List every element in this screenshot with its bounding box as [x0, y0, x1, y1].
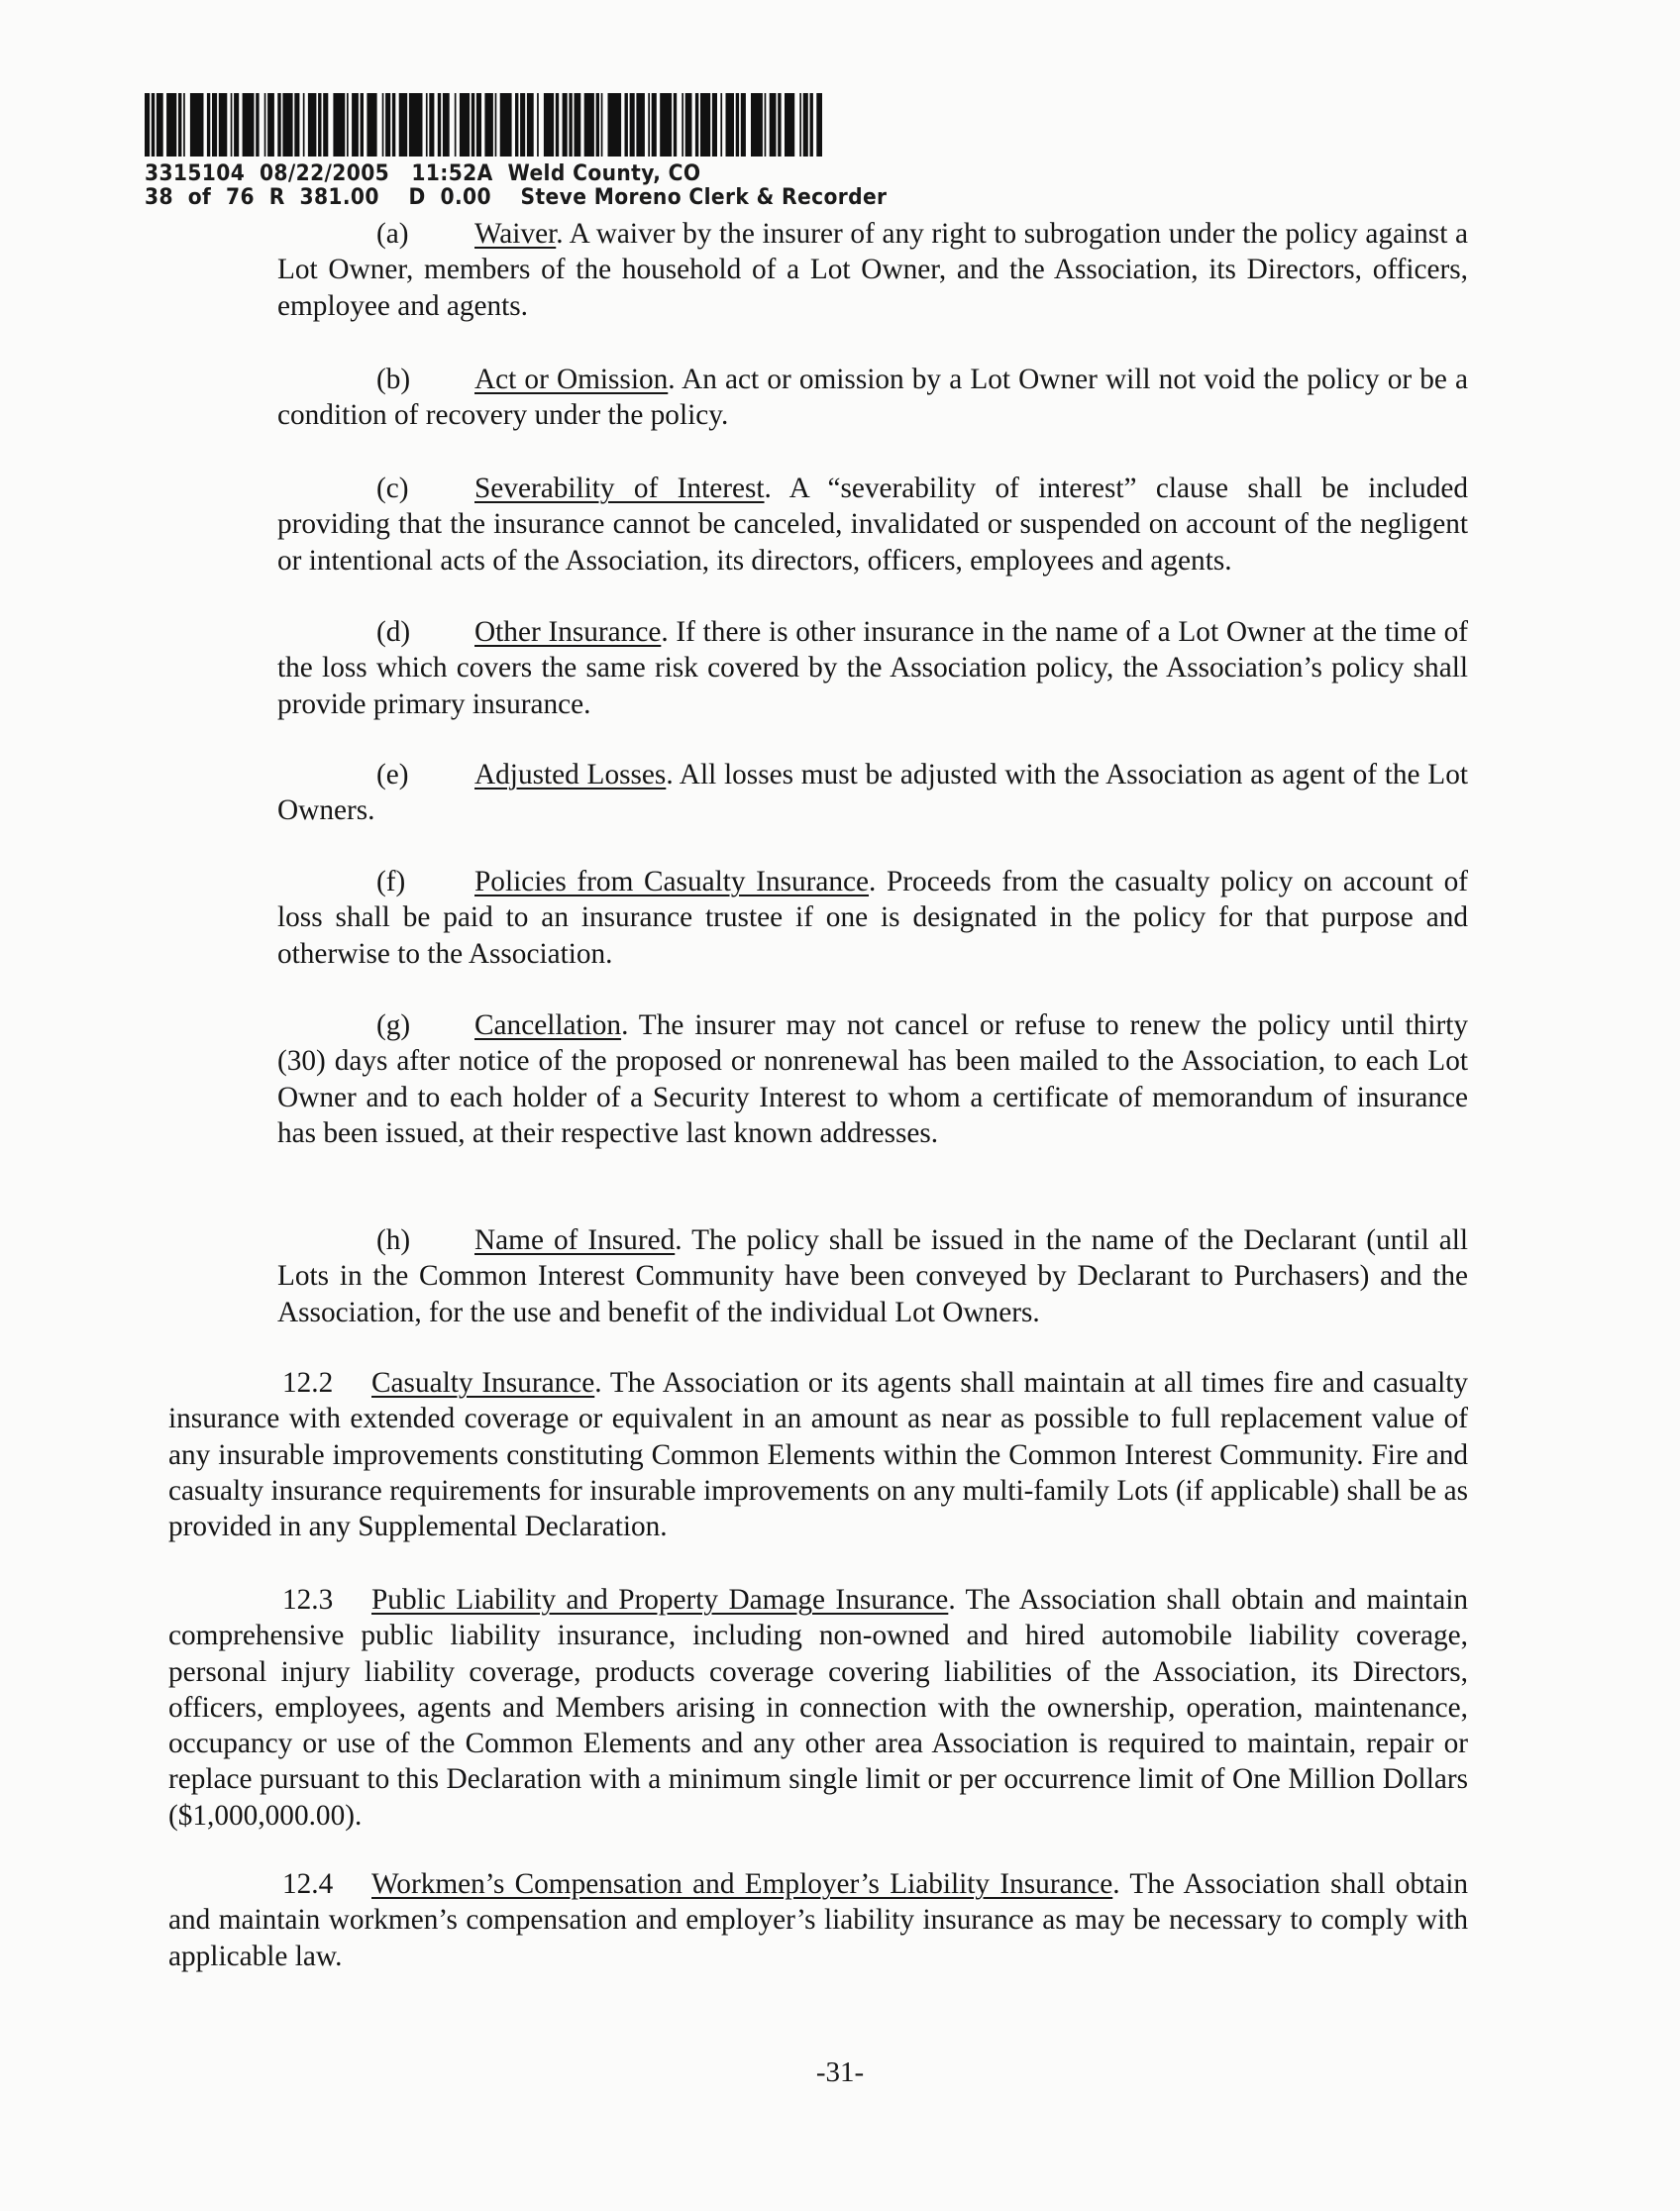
barcode-bar: [803, 93, 808, 157]
barcode-bar: [460, 93, 470, 157]
barcode-bar: [695, 93, 698, 157]
barcode-bar: [382, 93, 384, 157]
page-number: -31-: [815, 2056, 865, 2088]
recording-info-line-2: 38 of 76 R 381.00 D 0.00 Steve Moreno Clerk & Recorder: [145, 185, 888, 210]
barcode-bar: [527, 93, 534, 157]
barcode-bar: [726, 93, 735, 157]
recording-barcode: [145, 93, 822, 157]
barcode-bar: [385, 93, 390, 157]
paragraph-h: (h) Name of Insured. The policy shall be issued in the name of the Declarant (until all Lots in the Common Interest Community have been conveyed by Declarant to Purchasers) and the Association, for the use and benefit of the individual Lot Owners.: [277, 1224, 1468, 1328]
barcode-bar: [636, 93, 645, 157]
barcode-bar: [264, 93, 266, 157]
barcode-bar: [392, 93, 395, 157]
paragraph-heading: Severability of Interest: [474, 473, 765, 504]
section-12-4: 12.4 Workmen’s Compensation and Employer’s Liability Insurance. The Association shall obtain and maintain workmen’s compensation and employer’s liability insurance as may be necessary to comply with applicable law.: [168, 1868, 1469, 1972]
barcode-bar: [712, 93, 717, 157]
section-number: 12.2: [282, 1367, 334, 1399]
paragraph-f: (f) Policies from Casualty Insurance. Proceeds from the casualty policy on account of loss shall be paid to an insurance trustee if one is designated in the policy for that purpose and otherwise to the Association.: [277, 866, 1468, 970]
paragraph-b: (b) Act or Omission. An act or omission by a Lot Owner will not void the policy or be a condition of recovery under the policy.: [277, 364, 1468, 432]
barcode-bar: [575, 93, 581, 157]
paragraph-heading: Waiver: [474, 218, 557, 250]
barcode-bar: [207, 93, 210, 157]
barcode-bar: [234, 93, 239, 157]
barcode-bar: [625, 93, 628, 157]
barcode-bar: [544, 93, 554, 157]
barcode-bar: [219, 93, 228, 157]
barcode-bar: [569, 93, 572, 157]
section-heading: Casualty Insurance: [371, 1367, 595, 1399]
barcode-bar: [178, 93, 181, 157]
paragraph-text: A waiver by the insurer of any right to subrogation under the policy against a Lot Owner, members of the household of a Lot Owner, and the Association, its Directors, officers, employee and agents.: [277, 218, 1468, 322]
section-text: The Association shall obtain and maintain comprehensive public liability insurance, including non-owned and hired automobile liability coverage, personal injury liability coverage, products coverage covering liabilities of the Association, its Directors, officers, employees, agents and Members arising in connection with the ownership, operation, maintenance, occupancy or use of the Common Elements and any other area Association is required to maintain, repair or replace pursuant to this Declaration with a minimum single limit or per occurrence limit of One Million Dollars ($1,000,000.00).: [168, 1584, 1468, 1832]
barcode-bar: [630, 93, 635, 157]
barcode-bar: [601, 93, 603, 157]
barcode-bar: [720, 93, 722, 157]
paragraph-e: (e) Adjusted Losses. All losses must be adjusted with the Association as agent of the Lot Owners.: [277, 759, 1468, 827]
section-text: The Association or its agents shall maintain at all times fire and casualty insurance with extended coverage or equivalent in an amount as near as possible to full replacement value of any insurable improvements constituting Common Elements within the Common Interest Community. Fire and casualty insurance requirements for insurable improvements on any multi-family Lots (if applicable) shall be as provided in any Supplemental Declaration.: [168, 1367, 1469, 1543]
barcode-bar: [352, 93, 359, 157]
barcode-bar: [741, 93, 746, 157]
section-number: 12.4: [282, 1868, 334, 1900]
paragraph-d: (d) Other Insurance. If there is other insurance in the name of a Lot Owner at the time of the loss which covers the same risk covered by the Association policy, the Association’s policy shall provide primary insurance.: [277, 616, 1468, 720]
barcode-bar: [537, 93, 539, 157]
barcode-bar: [736, 93, 739, 157]
barcode-bar: [308, 93, 317, 157]
barcode-bar: [267, 93, 274, 157]
barcode-bar: [367, 93, 376, 157]
barcode-bar: [409, 93, 423, 157]
barcode-bar: [212, 93, 217, 157]
paragraph-label: (b): [376, 364, 411, 395]
paragraph-text: An act or omission by a Lot Owner will not void the policy or be a condition of recovery under the policy.: [277, 364, 1468, 432]
barcode-bar: [770, 93, 777, 157]
section-text: The Association shall obtain and maintain workmen’s compensation and employer’s liability insurance as may be necessary to comply with applicable law.: [168, 1868, 1469, 1972]
paragraph-text: The policy shall be issued in the name of the Declarant (until all Lots in the Common Interest Community have been conveyed by Declarant to Purchasers) and the Association, for the use and benefit of the individual Lot Owners.: [277, 1224, 1468, 1328]
barcode-bar: [256, 93, 259, 157]
paragraph-g: (g) Cancellation. The insurer may not cancel or refuse to renew the policy until thirty (30) days after notice of the proposed or nonrenewal has been mailed to the Association, to each Lot Owner and to each holder of a Security Interest to whom a certificate of memorandum of insurance has been issued, at their respective last known addresses.: [277, 1009, 1468, 1149]
paragraph-label: (d): [376, 616, 411, 648]
section-heading: Public Liability and Property Damage Insurance: [371, 1584, 949, 1616]
paragraph-heading: Policies from Casualty Insurance: [474, 866, 870, 897]
paragraph-label: (a): [376, 218, 409, 250]
barcode-bar: [500, 93, 512, 157]
paragraph-text: All losses must be adjusted with the Association as agent of the Lot Owners.: [277, 759, 1468, 827]
barcode-bar: [333, 93, 345, 157]
paragraph-heading: Cancellation: [474, 1009, 622, 1041]
barcode-bar: [778, 93, 781, 157]
paragraph-text: The insurer may not cancel or refuse to renew the policy until thirty (30) days after notice of the proposed or nonrenewal has been mailed to the Association, to each Lot Owner and to each holder of a Security Interest to whom a certificate of memorandum of insurance has been issued, at their respective last known addresses.: [277, 1009, 1468, 1149]
barcode-bar: [476, 93, 481, 157]
barcode-bar: [648, 93, 650, 157]
paragraph-text: If there is other insurance in the name of a Lot Owner at the time of the loss which covers the same risk covered by the Association policy, the Association’s policy shall provide primary insurance.: [277, 616, 1468, 720]
barcode-bar: [685, 93, 692, 157]
barcode-bar: [190, 93, 204, 157]
paragraph-label: (g): [376, 1009, 411, 1041]
barcode-bar: [816, 93, 822, 157]
barcode-bar: [484, 93, 493, 157]
barcode-bar: [277, 93, 280, 157]
barcode-bar: [455, 93, 457, 157]
barcode-bar: [282, 93, 292, 157]
barcode-bar: [231, 93, 233, 157]
barcode-bar: [294, 93, 299, 157]
barcode-bar: [810, 93, 813, 157]
section-12-3: 12.3 Public Liability and Property Damage Insurance. The Association shall obtain and maintain comprehensive public liability insurance, including non-owned and hired automobile liability coverage, personal injury liability coverage, products coverage covering liabilities of the Association, its Directors, officers, employees, agents and Members arising in connection with the ownership, operation, maintenance, occupancy or use of the Common Elements and any other area Association is required to maintain, repair or replace pursuant to this Declaration with a minimum single limit or per occurrence limit of One Million Dollars ($1,000,000.00).: [168, 1584, 1468, 1832]
barcode-bar: [495, 93, 497, 157]
barcode-bar: [318, 93, 321, 157]
barcode-bar: [765, 93, 767, 157]
barcode-bar: [556, 93, 559, 157]
barcode-bar: [323, 93, 328, 157]
barcode-bar: [426, 93, 428, 157]
barcode-bar: [145, 93, 150, 157]
barcode-bar: [751, 93, 763, 157]
barcode-bar: [438, 93, 441, 157]
barcode-bar: [166, 93, 176, 157]
barcode-bar: [652, 93, 657, 157]
barcode-bar: [347, 93, 349, 157]
paragraph-heading: Act or Omission: [474, 364, 669, 395]
barcode-bar: [700, 93, 710, 157]
paragraph-text: Proceeds from the casualty policy on account of loss shall be paid to an insurance trustee if one is designated in the policy for that purpose and otherwise to the Association.: [277, 866, 1468, 970]
barcode-bar: [660, 93, 672, 157]
paragraph-heading: Adjusted Losses: [474, 759, 667, 790]
section-12-2: 12.2 Casualty Insurance. The Association or its agents shall maintain at all times fire and casualty insurance with extended coverage or equivalent in an amount as near as possible to full replacement value of any insurable improvements constituting Common Elements within the Common Interest Community. Fire and casualty insurance requirements for insurable improvements on any multi-family Lots (if applicable) shall be as provided in any Supplemental Declaration.: [168, 1367, 1469, 1543]
paragraph-heading: Other Insurance: [474, 616, 662, 648]
barcode-bar: [399, 93, 408, 157]
barcode-bar: [443, 93, 450, 157]
barcode-bar: [361, 93, 364, 157]
paragraph-text: A “severability of interest” clause shall be included providing that the insurance cannot be canceled, invalidated or suspended on account of the negligent or intentional acts of the Association, its directors, officers, employees and agents.: [277, 473, 1468, 577]
barcode-bar: [799, 93, 801, 157]
barcode-bar: [472, 93, 474, 157]
recording-info-line-1: 3315104 08/22/2005 11:52A Weld County, CO: [145, 161, 701, 186]
section-heading: Workmen’s Compensation and Employer’s Liability Insurance: [371, 1868, 1113, 1900]
barcode-bar: [584, 93, 594, 157]
paragraph-label: (c): [376, 473, 409, 504]
paragraph-a: (a) Waiver. A waiver by the insurer of any right to subrogation under the policy against a Lot Owner, members of the household of a Lot Owner, and the Association, its Directors, officers, employee and agents.: [277, 218, 1468, 322]
barcode-bar: [157, 93, 163, 157]
barcode-bar: [152, 93, 155, 157]
paragraph-label: (h): [376, 1224, 411, 1256]
paragraph-heading: Name of Insured: [474, 1224, 676, 1256]
barcode-bar: [183, 93, 185, 157]
paragraph-label: (f): [376, 866, 406, 897]
barcode-bar: [520, 93, 525, 157]
barcode-bar: [674, 93, 677, 157]
barcode-bar: [243, 93, 255, 157]
barcode-bar: [785, 93, 794, 157]
barcode-bar: [596, 93, 599, 157]
barcode-bar: [608, 93, 622, 157]
paragraph-label: (e): [376, 759, 409, 790]
barcode-bar: [563, 93, 568, 157]
barcode-bar: [515, 93, 518, 157]
section-number: 12.3: [282, 1584, 334, 1616]
barcode-bar: [682, 93, 683, 157]
barcode-bar: [303, 93, 305, 157]
barcode-bar: [429, 93, 434, 157]
paragraph-c: (c) Severability of Interest. A “severability of interest” clause shall be included providing that the insurance cannot be canceled, invalidated or suspended on account of the negligent or intentional acts of the Association, its directors, officers, employees and agents.: [277, 473, 1468, 577]
